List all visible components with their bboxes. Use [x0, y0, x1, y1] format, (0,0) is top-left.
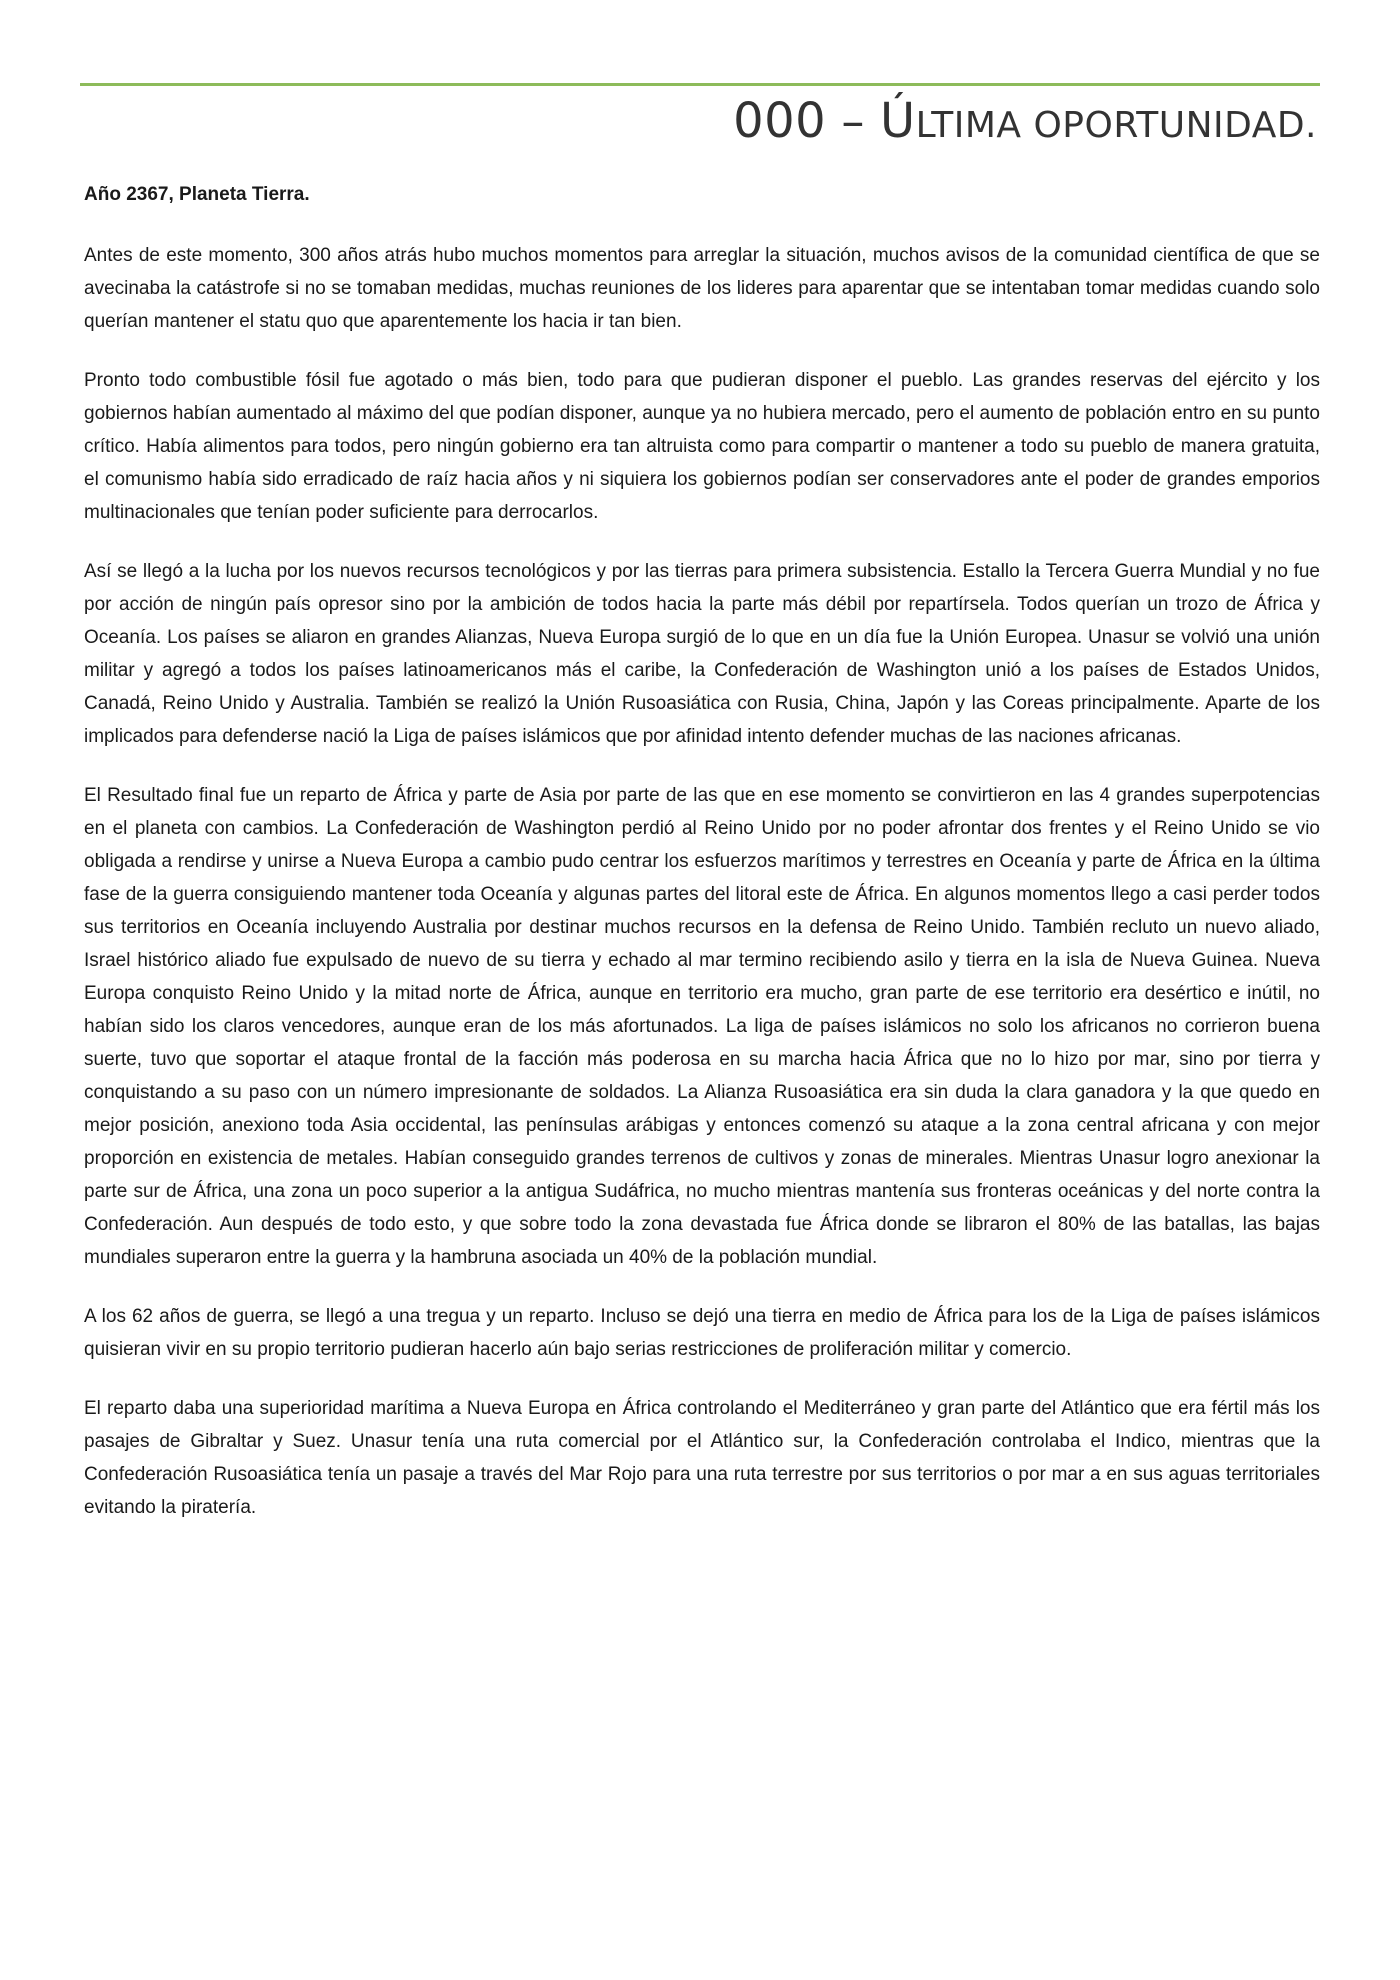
header-rule [80, 83, 1320, 86]
document-body [84, 178, 1320, 1550]
paragraph-4: El Resultado final fue un reparto de África y parte de Asia por parte de las que en ese momento se convirtieron en las 4 grandes superpotencias en el planeta con cambios. La Confederación de Washington perdió al Reino Unido por no poder afrontar dos frentes y el Reino Unido se vio obligada a rendirse y unirse a Nueva Europa a cambio pudo centrar los esfuerzos marítimos y terrestres en Oceanía y parte de África en la última fase de la guerra consiguiendo mantener toda Oceanía y algunas partes del litoral este de África. En algunos momentos llego a casi perder todos sus territorios en Oceanía incluyendo Australia por destinar muchos recursos en la defensa de Reino Unido. También recluto un nuevo aliado, Israel histórico aliado fue expulsado de nuevo de su tierra y echado al mar termino recibiendo asilo y tierra en la isla de Nueva Guinea. Nueva Europa conquisto Reino Unido y la mitad norte de África, aunque en territorio era mucho, gran parte de ese territorio era desértico e inútil, no habían sido los claros vencedores, aunque eran de los más afortunados. La liga de países islámicos no solo los africanos no corrieron buena suerte, tuvo que soportar el ataque frontal de la facción más poderosa en su marcha hacia África que no lo hizo por mar, sino por tierra y conquistando a su paso con un número impresionante de soldados. La Alianza Rusoasiática era sin duda la clara ganadora y la que quedo en mejor posición, anexiono toda Asia occidental, las penínsulas arábigas y entonces comenzó su ataque a la zona central africana y con mejor proporción en existencia de metales. Habían conseguido grandes terrenos de cultivos y zonas de minerales. Mientras Unasur logro anexionar la parte sur de África, una zona un poco superior a la antigua Sudáfrica, no mucho mientras mantenía sus fronteras oceánicas y del norte contra la Confederación. Aun después de todo esto, y que sobre todo la zona devastada fue África donde se libraron el 80% de las batallas, las bajas mundiales superaron entre la guerra y la hambruna asociada un 40% de la población mundial. [84, 785, 1320, 1268]
paragraph-6: El reparto daba una superioridad marítima a Nueva Europa en África controlando el Mediterráneo y gran parte del Atlántico que era fértil más los pasajes de Gibraltar y Suez. Unasur tenía una ruta comercial por el Atlántico sur, la Confederación controlaba el Indico, mientras que la Confederación Rusoasiática tenía un pasaje a través del Mar Rojo para una ruta terrestre por sus territorios o por mar a en sus aguas territoriales evitando la piratería. [84, 1398, 1320, 1518]
paragraph-2: Pronto todo combustible fósil fue agotado o más bien, todo para que pudieran disponer el pueblo. Las grandes reservas del ejército y los gobiernos habían aumentado al máximo del que podían disponer, aunque ya no hubiera mercado, pero el aumento de población entro en su punto crítico. Había alimentos para todos, pero ningún gobierno era tan altruista como para compartir o mantener a todo su pueblo de manera gratuita, el comunismo había sido erradicado de raíz hacia años y ni siquiera los gobiernos podían ser conservadores ante el poder de grandes emporios multinacionales que tenían poder suficiente para derrocarlos. [84, 370, 1320, 523]
chapter-title-rest: LTIMA OPORTUNIDAD. [915, 105, 1317, 146]
paragraph-1: Antes de este momento, 300 años atrás hubo muchos momentos para arreglar la situación, muchos avisos de la comunidad científica de que se avecinaba la catástrofe si no se tomaban medidas, muchas reuniones de los lideres para aparentar que se intentaban tomar medidas cuando solo querían mantener el statu quo que aparentemente los hacia ir tan bien. [84, 245, 1320, 332]
chapter-title [733, 94, 1317, 149]
chapter-title-initial: Ú [879, 93, 916, 149]
chapter-dash: – [841, 94, 865, 148]
chapter-number: 000 [733, 93, 827, 149]
paragraph-3: Así se llegó a la lucha por los nuevos recursos tecnológicos y por las tierras para primera subsistencia. Estallo la Tercera Guerra Mundial y no fue por acción de ningún país opresor sino por la ambición de todos hacia la parte más débil por repartírsela. Todos querían un trozo de África y Oceanía. Los países se aliaron en grandes Alianzas, Nueva Europa surgió de lo que en un día fue la Unión Europea. Unasur se volvió una unión militar y agregó a todos los países latinoamericanos más el caribe, la Confederación de Washington unió a los países de Estados Unidos, Canadá, Reino Unido y Australia. También se realizó la Unión Rusoasiática con Rusia, China, Japón y las Coreas principalmente. Aparte de los implicados para defenderse nació la Liga de países islámicos que por afinidad intento defender muchas de las naciones africanas. [84, 561, 1320, 747]
date-location-heading: Año 2367, Planeta Tierra. [84, 184, 310, 205]
paragraph-5: A los 62 años de guerra, se llegó a una tregua y un reparto. Incluso se dejó una tierra en medio de África para los de la Liga de países islámicos quisieran vivir en su propio territorio pudieran hacerlo aún bajo serias restricciones de proliferación militar y comercio. [84, 1306, 1320, 1360]
